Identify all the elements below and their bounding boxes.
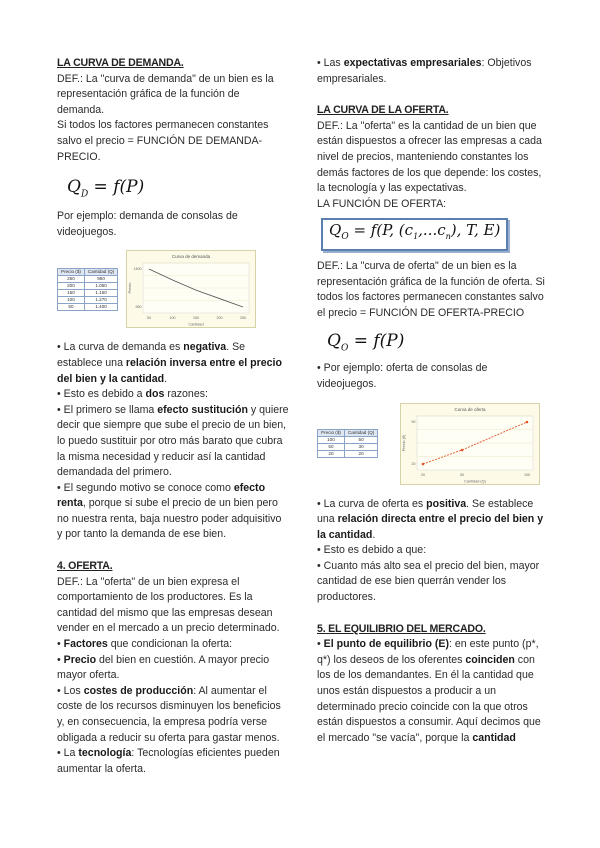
two-reasons-bullet: • Esto es debido a dos razones:	[57, 388, 208, 401]
x-tick-label: 200	[216, 316, 223, 321]
chart-title: Curva de oferta	[454, 406, 486, 412]
technology-factor-bullet: • La tecnología: Tecnologías eficientes pueden aumentar la oferta.	[57, 747, 280, 775]
table-row: 100 50	[318, 437, 378, 444]
right-column	[317, 56, 549, 746]
y-tick-label: 950	[135, 305, 142, 310]
y-tick-label: 20	[411, 461, 416, 466]
demand-formula: $Q_D = f(P)$	[67, 177, 145, 200]
data-point	[461, 448, 464, 451]
table-row: 150 1.150	[58, 289, 118, 296]
x-tick-label: 250	[240, 316, 247, 321]
demand-definition: DEF.: La "curva de demanda" de un bien es la representación gráfica de la función de demanda.	[57, 72, 274, 116]
substitution-effect-bullet: • El primero se llama efecto sustitución y quiere decir que siempre que sube el precio de un bien, lo puedo sustituir por otro más barato que cubra la misma necesidad y reducir así la cantidad demandada del primero.	[57, 403, 289, 479]
table-row: 100 1.270	[58, 296, 118, 303]
factors-bullet: • Factores que condicionan la oferta:	[57, 638, 233, 651]
supply-table	[317, 429, 378, 458]
table-row: 250 950	[58, 275, 118, 282]
supply-table-header: Precio ($)	[318, 430, 345, 437]
supply-full-formula: $Q_O = f(P$, $(c_1,...c_n)$, T, E)	[321, 218, 508, 251]
supply-figure	[317, 403, 549, 485]
table-row: 200 1.050	[58, 282, 118, 289]
demand-curve-heading: LA CURVA DE DEMANDA.	[57, 57, 184, 69]
supply-function-label: LA FUNCIÓN DE OFERTA:	[317, 197, 447, 210]
supply-formula: $Q_O = f(P)$	[327, 331, 405, 354]
x-axis-label: Cantidad	[188, 322, 204, 327]
y-tick-label: 50	[411, 419, 416, 424]
equilibrium-text: • El punto de equilibrio (E): en este punto (p*, q*) los deseos de los oferentes coinciden con los de los demandantes. En él la cantidad que unos están dispuestos a producir a un determinado precio coincide con la que otros están dispuestos a consumir. Aquí decimos que el mercado "se vacía", porque la cantidad	[317, 638, 541, 744]
expectations-bullet: • Las expectativas empresariales: Objetivos empresariales.	[317, 57, 532, 85]
supply-curve-definition: DEF.: La "curva de oferta" de un bien es la representación gráfica de la función de oferta. Si todos los factores permanecen constantes salvo el precio = FUNCIÓN DE OFERTA-PRECIO	[317, 259, 545, 319]
demand-table-header: Precio ($)	[58, 268, 85, 275]
demand-table-header: Cantidad (Q)	[84, 268, 117, 275]
demand-example: Por ejemplo: demanda de consolas de videojuegos.	[57, 210, 238, 238]
supply-example: • Por ejemplo: oferta de consolas de videojuegos.	[317, 362, 488, 390]
demand-table	[57, 268, 118, 311]
left-column	[57, 56, 289, 777]
x-tick-label: 150	[193, 316, 200, 321]
y-axis-label: Precio	[128, 282, 133, 294]
supply-positive-bullet: • La curva de oferta es positiva. Se establece una relación directa entre el precio del bien y la cantidad.	[317, 497, 544, 541]
y-axis-label: Precio ($)	[402, 434, 407, 451]
x-tick-label: 20	[421, 472, 426, 477]
demand-chart	[126, 250, 256, 328]
x-axis-label: Cantidad (Q)	[464, 479, 487, 483]
x-tick-label: 50	[147, 316, 152, 321]
data-point	[422, 462, 425, 465]
x-tick-label: 100	[169, 316, 176, 321]
x-tick-label: 100	[524, 472, 531, 477]
table-row: 50 1.400	[58, 303, 118, 310]
demand-price-function-text: Si todos los factores permanecen constantes salvo el precio = FUNCIÓN DE DEMANDA-PRECIO.	[57, 119, 269, 163]
due-to-bullet: • Esto es debido a que:	[317, 544, 427, 557]
supply-chart	[400, 403, 540, 485]
costs-factor-bullet: • Los costes de producción: Al aumentar el coste de los recursos disminuyen los beneficios y, en consecuencia, la empresa podría verse obligada a reducir su oferta para gastar menos.	[57, 684, 281, 744]
supply-definition: DEF.: La "oferta" es la cantidad de un bien que están dispuestos a ofrecer las empresas a cada nivel de precios, manteniendo constantes los demás factores de los que depende: los costes, la tecnología y las expectativas.	[317, 119, 542, 195]
supply-curve-heading: LA CURVA DE LA OFERTA.	[317, 104, 449, 117]
income-effect-bullet: • El segundo motivo se conoce como efecto renta, porque si sube el precio de un bien pero no nuestra renta, baja nuestro poder adquisitivo y por tanto la demanda de ese bien.	[57, 481, 282, 541]
price-factor-bullet: • Precio del bien en cuestión. A mayor precio mayor oferta.	[57, 653, 270, 682]
data-point	[526, 420, 529, 423]
chart-title: Curva de demanda	[172, 254, 211, 260]
supply-table-header: Cantidad (Q)	[344, 430, 377, 437]
equilibrium-heading: 5. EL EQUILIBRIO DEL MERCADO.	[317, 622, 486, 635]
offer-definition: DEF.: La "oferta" de un bien expresa el comportamiento de los productores. Es la cantidad del mismo que las empresas desean vender en el mercado a un precio determinado.	[57, 575, 280, 635]
table-row: 20 20	[318, 451, 378, 458]
offer-heading: 4. OFERTA.	[57, 560, 113, 573]
demand-figure	[57, 250, 289, 328]
y-tick-label: 1400	[133, 267, 142, 272]
x-tick-label: 50	[460, 472, 465, 477]
higher-price-bullet: • Cuanto más alto sea el precio del bien, mayor cantidad de ese bien querrán vender los productores.	[317, 559, 540, 604]
demand-negative-bullet: • La curva de demanda es negativa. Se establece una relación inversa entre el precio del bien y la cantidad.	[57, 341, 282, 385]
table-row: 50 30	[318, 444, 378, 451]
